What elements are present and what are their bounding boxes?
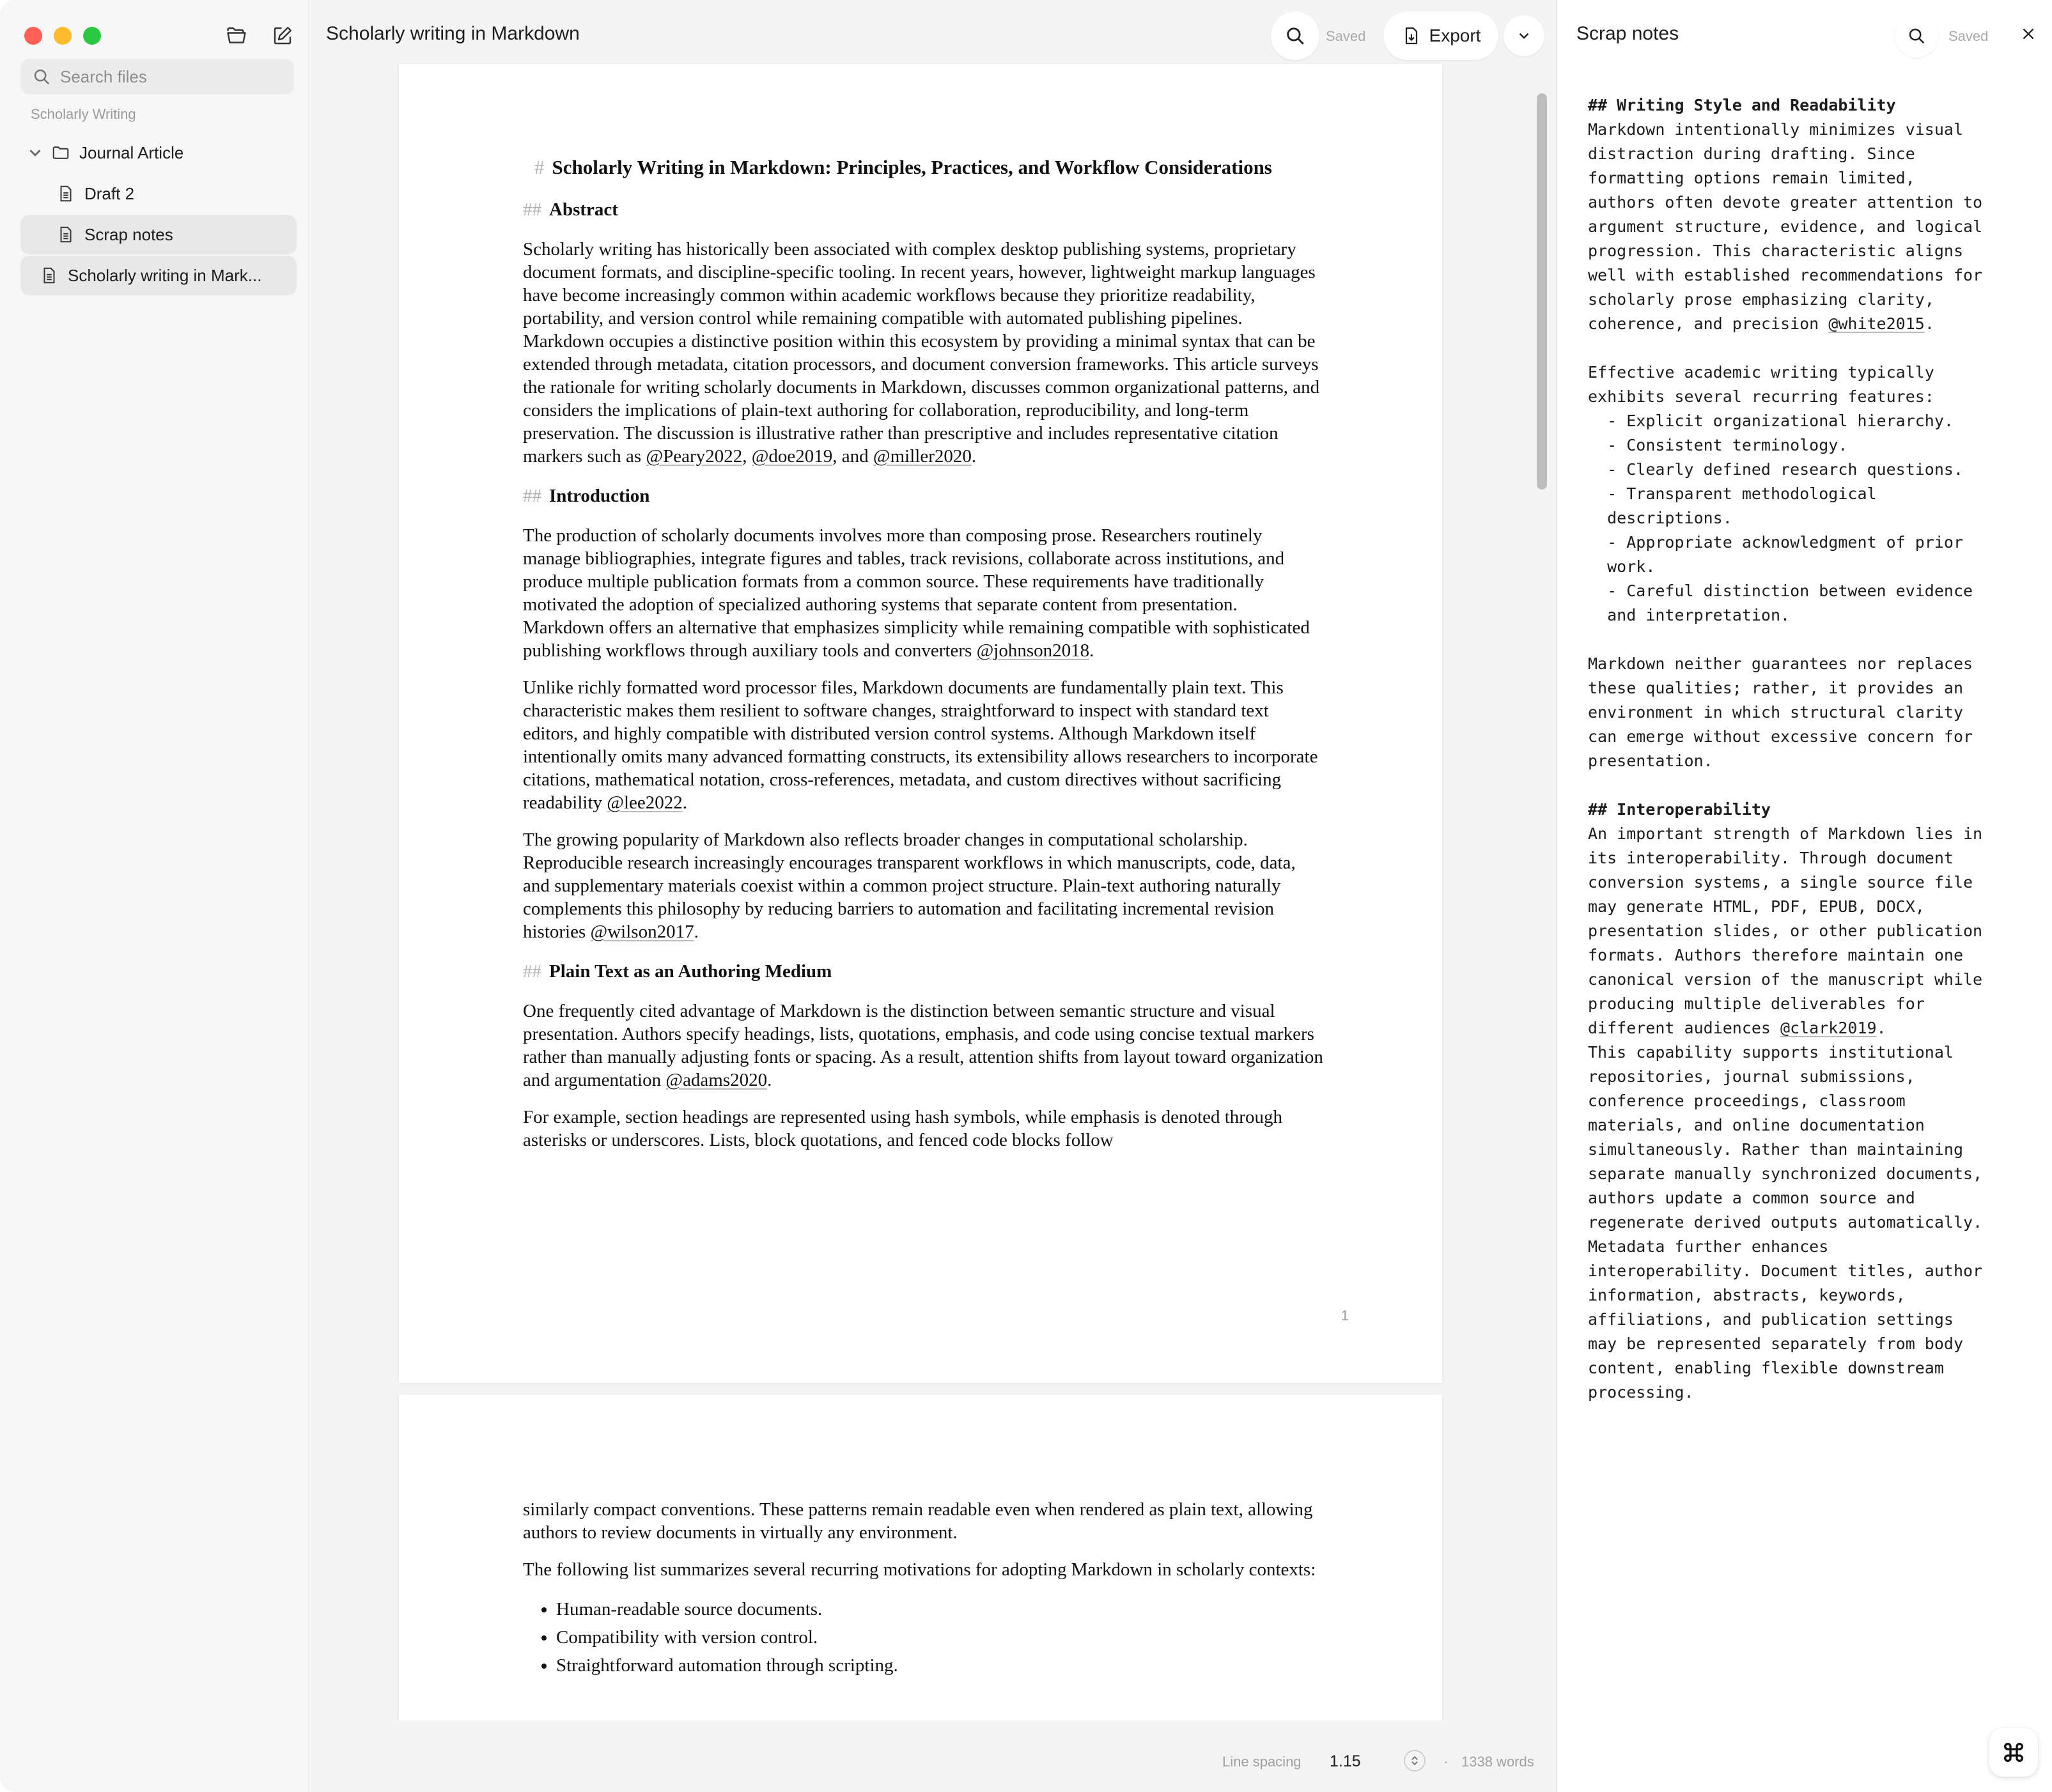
sidebar-item-label: Scrap notes: [84, 224, 173, 244]
heading-abstract: ## Abstract: [523, 199, 618, 220]
page2-paragraph-1: similarly compact conventions. These patterns remain readable even when rendered as plain text, allowing authors to review documents in virtually any environment.: [523, 1499, 1313, 1543]
line-spacing-label: Line spacing: [1222, 1754, 1302, 1770]
status-bar: [311, 1720, 1555, 1792]
citation[interactable]: @johnson2018: [976, 640, 1090, 661]
close-panel-button[interactable]: [2017, 23, 2039, 45]
page-number: 1: [1341, 1308, 1349, 1324]
notes-heading-style: ## Writing Style and Readability: [1588, 96, 1896, 114]
sidebar: [0, 0, 309, 1792]
citation[interactable]: @wilson2017: [590, 922, 694, 942]
list-item: • Compatibility with version control.: [556, 1623, 1323, 1651]
list-item: • Human-readable source documents.: [556, 1595, 1323, 1623]
citation[interactable]: @Peary2022: [646, 446, 743, 467]
folder-open-icon: [225, 24, 248, 47]
sidebar-item-journal-article[interactable]: [20, 133, 297, 173]
notes-interop-paragraph-2: This capability supports institutional repositories, journal submissions, conference proceedings, classroom materials, and online documentation simultaneously. Rather than maintaining separate manually synchronized documents, authors update a common source and regenerate derived outputs automatically. Metadata further enhances interoperability. Document titles, author information, abstracts, keywords, affiliations, and publication settings may be represented separately from body content, enabling flexible downstream processing.: [1588, 1043, 1983, 1402]
line-spacing-value[interactable]: 1.15: [1330, 1752, 1361, 1770]
export-icon: [1401, 26, 1422, 46]
citation[interactable]: @adams2020: [665, 1070, 768, 1090]
sidebar-item-label: Scholarly writing in Mark...: [68, 265, 262, 285]
export-button[interactable]: [1383, 12, 1498, 60]
search-field[interactable]: [20, 59, 294, 95]
document-title: Scholarly writing in Markdown: [326, 23, 580, 44]
notes-title: Scrap notes: [1576, 23, 1679, 44]
sidebar-item-scrap-notes[interactable]: [20, 215, 297, 254]
list-item: • Straightforward automation through scripting.: [556, 1651, 1323, 1680]
notes-search-button[interactable]: [1895, 14, 1938, 58]
search-icon: [32, 67, 51, 86]
editor-column: [311, 0, 1555, 1792]
notes-editor[interactable]: [1588, 93, 2029, 1405]
citation[interactable]: @doe2019: [751, 446, 833, 467]
notes-interop-paragraph: An important strength of Markdown lies in its interoperability. Through document conversion systems, a single source file may generate HTML, PDF, EPUB, DOCX, presentation slides, or other publication formats. Authors therefore maintain one canonical version of the manuscript while producing multiple deliverables for different audiences @clark2019.: [1588, 824, 1983, 1037]
plain-paragraph-1: One frequently cited advantage of Markdown is the distinction between semantic structure and visual presentation. Authors specify headings, lists, quotations, emphasis, and code using concise textual markers rather than manually adjusting fonts or spacing. As a result, attention shifts from layout toward organization and argumentation @adams2020.: [523, 1001, 1323, 1090]
citation[interactable]: @clark2019: [1780, 1019, 1877, 1037]
zoom-window-button[interactable]: [83, 27, 101, 45]
citation[interactable]: @white2015: [1828, 314, 1925, 333]
export-label: Export: [1429, 26, 1481, 45]
chevron-down-icon: [26, 143, 45, 162]
abstract-paragraph: Scholarly writing has historically been associated with complex desktop publishing systems, proprietary document formats, and discipline-specific tooling. In recent years, however, lightweight markup languages have become increasingly common within academic workflows because they prioritize readability, portability, and version control while remaining compatible with automated publishing pipelines. Markdown occupies a distinctive position within this ecosystem by providing a minimal syntax that can be extended through metadata, citation processors, and document conversion frameworks. This article surveys the rationale for writing scholarly documents in Markdown, discusses common organizational patterns, and considers the implications of plain-text authoring for collaboration, reproducibility, and long-term preservation. The discussion is illustrative rather than prescriptive and includes representative citation markers such as @Peary2022, @doe2019, and @miller2020.: [523, 239, 1320, 467]
page-2-content[interactable]: [523, 1498, 1323, 1680]
folder-icon: [51, 143, 70, 162]
document-page-2[interactable]: [399, 1394, 1442, 1727]
intro-paragraph-2: Unlike richly formatted word processor files, Markdown documents are fundamentally plain text. This characteristic makes them resilient to software changes, straightforward to inspect with standard text editors, and highly compatible with distributed version control systems. Although Markdown itself intentionally omits many advanced formatting constructs, its extensibility allows researchers to incorporate citations, mathematical notation, cross-references, metadata, and custom directives without sacrificing readability @lee2022.: [523, 677, 1318, 813]
status-separator: ·: [1443, 1754, 1449, 1770]
sidebar-item-label: Draft 2: [84, 183, 135, 203]
sidebar-item-scholarly-writing[interactable]: [20, 256, 297, 295]
motivation-list: [523, 1595, 1323, 1680]
heading-title: # Scholarly Writing in Markdown: Principles, Practices, and Workflow Considerations: [534, 156, 1272, 178]
document-page-1[interactable]: [399, 64, 1442, 1383]
plain-paragraph-2: For example, section headings are represented using hash symbols, while emphasis is denoted through asterisks or underscores. Lists, block quotations, and fenced code blocks follow: [523, 1107, 1282, 1150]
export-options-button[interactable]: [1504, 15, 1544, 56]
page-1-content[interactable]: [523, 153, 1323, 1152]
citation[interactable]: @miller2020: [873, 446, 972, 467]
notes-neither-paragraph: Markdown neither guarantees nor replaces these qualities; rather, it provides an environment in which structural clarity can emerge without excessive concern for presentation.: [1588, 654, 1973, 770]
sidebar-item-label: Journal Article: [79, 143, 184, 162]
command-icon: [2001, 1740, 2026, 1765]
chevron-up-down-icon: [1408, 1754, 1421, 1767]
compose-icon: [271, 24, 294, 47]
page2-paragraph-2: The following list summarizes several recurring motivations for adopting Markdown in scholarly contexts:: [523, 1559, 1316, 1580]
notes-features-paragraph: Effective academic writing typically exhibits several recurring features: - Explicit organizational hierarchy. - Consistent terminology. - Clearly defined research questions. - Transparent methodological descriptions. - Appropriate acknowledgment of prior work. - Careful distinction between evidence and interpretation.: [1588, 363, 1973, 624]
editor-search-button[interactable]: [1271, 12, 1319, 60]
command-button[interactable]: [1989, 1728, 2038, 1777]
search-icon: [1907, 26, 1926, 45]
chevron-down-icon: [1516, 27, 1532, 44]
saved-status: Saved: [1326, 28, 1366, 44]
sidebar-item-draft-2[interactable]: [20, 174, 297, 213]
citation[interactable]: @lee2022: [607, 792, 683, 813]
editor-scrollbar[interactable]: [1537, 93, 1547, 490]
minimize-window-button[interactable]: [54, 27, 72, 45]
notes-style-paragraph: Markdown intentionally minimizes visual distraction during drafting. Since formatting options remain limited, authors often devote greater attention to argument structure, evidence, and logical progression. This characteristic aligns well with established recommendations for scholarly prose emphasizing clarity, coherence, and precision @white2015.: [1588, 120, 1983, 333]
intro-paragraph-1: The production of scholarly documents involves more than composing prose. Researchers routinely manage bibliographies, integrate figures and tables, track revisions, collaborate across institutions, and produce multiple publication formats from a common source. These requirements have traditionally motivated the adoption of specialized authoring systems that separate content from presentation. Markdown offers an alternative that emphasizes simplicity while remaining compatible with sophisticated publishing workflows through auxiliary tools and converters @johnson2018.: [523, 525, 1310, 661]
search-input[interactable]: [60, 67, 290, 87]
close-icon: [2020, 26, 2037, 42]
open-folder-button[interactable]: [222, 22, 251, 50]
section-label: Scholarly Writing: [31, 106, 136, 122]
line-spacing-stepper[interactable]: [1404, 1750, 1426, 1772]
notes-saved-status: Saved: [1948, 28, 1989, 44]
new-note-button[interactable]: [268, 22, 297, 50]
intro-paragraph-3: The growing popularity of Markdown also reflects broader changes in computational scholarship. Reproducible research increasingly encourages transparent workflows in which manuscripts, code, data, and supplementary materials coexist within a common project structure. Plain-text authoring naturally complements this philosophy by reducing barriers to automation and facilitating incremental revision histories @wilson2017.: [523, 830, 1296, 942]
notes-heading-interop: ## Interoperability: [1588, 800, 1771, 819]
close-window-button[interactable]: [24, 27, 42, 45]
heading-plain-text: ## Plain Text as an Authoring Medium: [523, 961, 832, 982]
word-count: 1338 words: [1461, 1754, 1534, 1770]
document-icon: [56, 184, 75, 203]
document-icon: [40, 266, 59, 285]
search-icon: [1284, 25, 1306, 47]
document-icon: [56, 225, 75, 244]
heading-introduction: ## Introduction: [523, 486, 650, 506]
scrap-notes-panel: [1556, 0, 2052, 1792]
